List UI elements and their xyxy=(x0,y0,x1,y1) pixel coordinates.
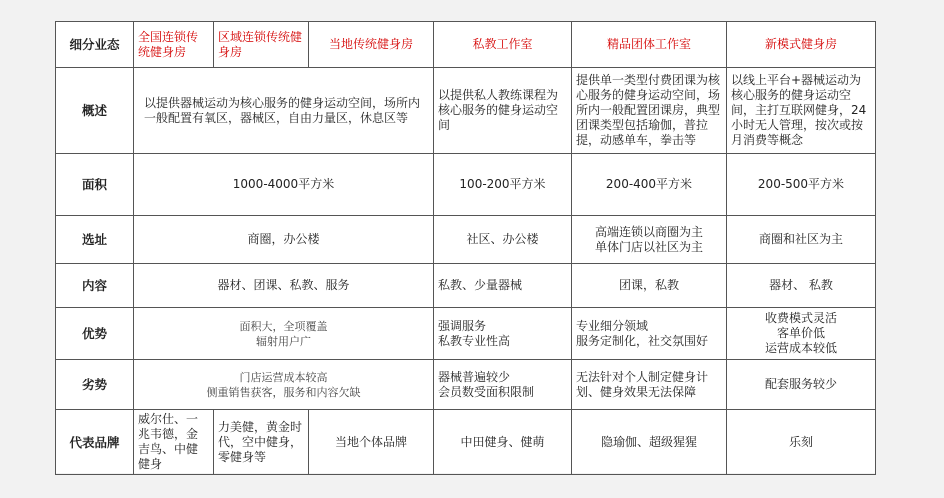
brands-regional: 力美健，黄金时代，空中健身，零健身等 xyxy=(214,410,309,475)
header-row xyxy=(56,22,876,68)
location-label: 选址 xyxy=(56,216,134,264)
content-new: 器材、 私教 xyxy=(727,264,876,308)
pros-row xyxy=(56,308,876,360)
overview-traditional: 以提供器械运动为核心服务的健身运动空间，场所内一般配置有氧区，器械区，自由力量区，休息区等 xyxy=(134,68,434,154)
pros-private: 强调服务 私教专业性高 xyxy=(434,308,572,360)
cons-private: 器械普遍较少 会员数受面积限制 xyxy=(434,360,572,410)
header-new-model-gym: 新模式健身房 xyxy=(727,22,876,68)
pros-traditional: 面积大，全项覆盖 辐射用户广 xyxy=(134,308,434,360)
overview-group: 提供单一类型付费团课为核心服务的健身运动空间，场所内一般配置团课房，典型团课类型包括瑜伽，普拉提，动感单车，拳击等 xyxy=(572,68,727,154)
brands-label: 代表品牌 xyxy=(56,410,134,475)
cons-row xyxy=(56,360,876,410)
location-traditional: 商圈，办公楼 xyxy=(134,216,434,264)
brands-national: 威尔仕、一兆韦德，金吉鸟、中健健身 xyxy=(134,410,214,475)
location-private: 社区、办公楼 xyxy=(434,216,572,264)
header-local-gym: 当地传统健身房 xyxy=(309,22,434,68)
pros-label: 优势 xyxy=(56,308,134,360)
comparison-table-container xyxy=(55,21,875,473)
area-label: 面积 xyxy=(56,154,134,216)
area-group: 200-400平方米 xyxy=(572,154,727,216)
overview-label: 概述 xyxy=(56,68,134,154)
cons-label: 劣势 xyxy=(56,360,134,410)
brands-new: 乐刻 xyxy=(727,410,876,475)
header-private-studio: 私教工作室 xyxy=(434,22,572,68)
content-traditional: 器材、团课、私教、服务 xyxy=(134,264,434,308)
pros-group: 专业细分领域 服务定制化，社交氛围好 xyxy=(572,308,727,360)
overview-new: 以线上平台+器械运动为核心服务的健身运动空间，主打互联网健身，24小时无人管理，按次或按月消费等概念 xyxy=(727,68,876,154)
cons-new: 配套服务较少 xyxy=(727,360,876,410)
pros-new: 收费模式灵活 客单价低 运营成本较低 xyxy=(727,308,876,360)
content-label: 内容 xyxy=(56,264,134,308)
header-regional-chain: 区域连锁传统健身房 xyxy=(214,22,309,68)
brands-private: 中田健身、健萌 xyxy=(434,410,572,475)
brands-row xyxy=(56,410,876,475)
brands-group: 隐瑜伽、超级猩猩 xyxy=(572,410,727,475)
area-new: 200-500平方米 xyxy=(727,154,876,216)
brands-local: 当地个体品牌 xyxy=(309,410,434,475)
area-private: 100-200平方米 xyxy=(434,154,572,216)
fitness-format-table xyxy=(55,21,876,475)
content-row xyxy=(56,264,876,308)
location-group: 高端连锁以商圈为主 单体门店以社区为主 xyxy=(572,216,727,264)
content-group: 团课，私教 xyxy=(572,264,727,308)
overview-private: 以提供私人教练课程为核心服务的健身运动空间 xyxy=(434,68,572,154)
location-new: 商圈和社区为主 xyxy=(727,216,876,264)
header-label: 细分业态 xyxy=(56,22,134,68)
location-row xyxy=(56,216,876,264)
overview-row xyxy=(56,68,876,154)
area-row xyxy=(56,154,876,216)
cons-traditional: 门店运营成本较高 侧重销售获客，服务和内容欠缺 xyxy=(134,360,434,410)
header-national-chain: 全国连锁传统健身房 xyxy=(134,22,214,68)
area-traditional: 1000-4000平方米 xyxy=(134,154,434,216)
content-private: 私教、少量器械 xyxy=(434,264,572,308)
cons-group: 无法针对个人制定健身计划、健身效果无法保障 xyxy=(572,360,727,410)
header-group-studio: 精品团体工作室 xyxy=(572,22,727,68)
